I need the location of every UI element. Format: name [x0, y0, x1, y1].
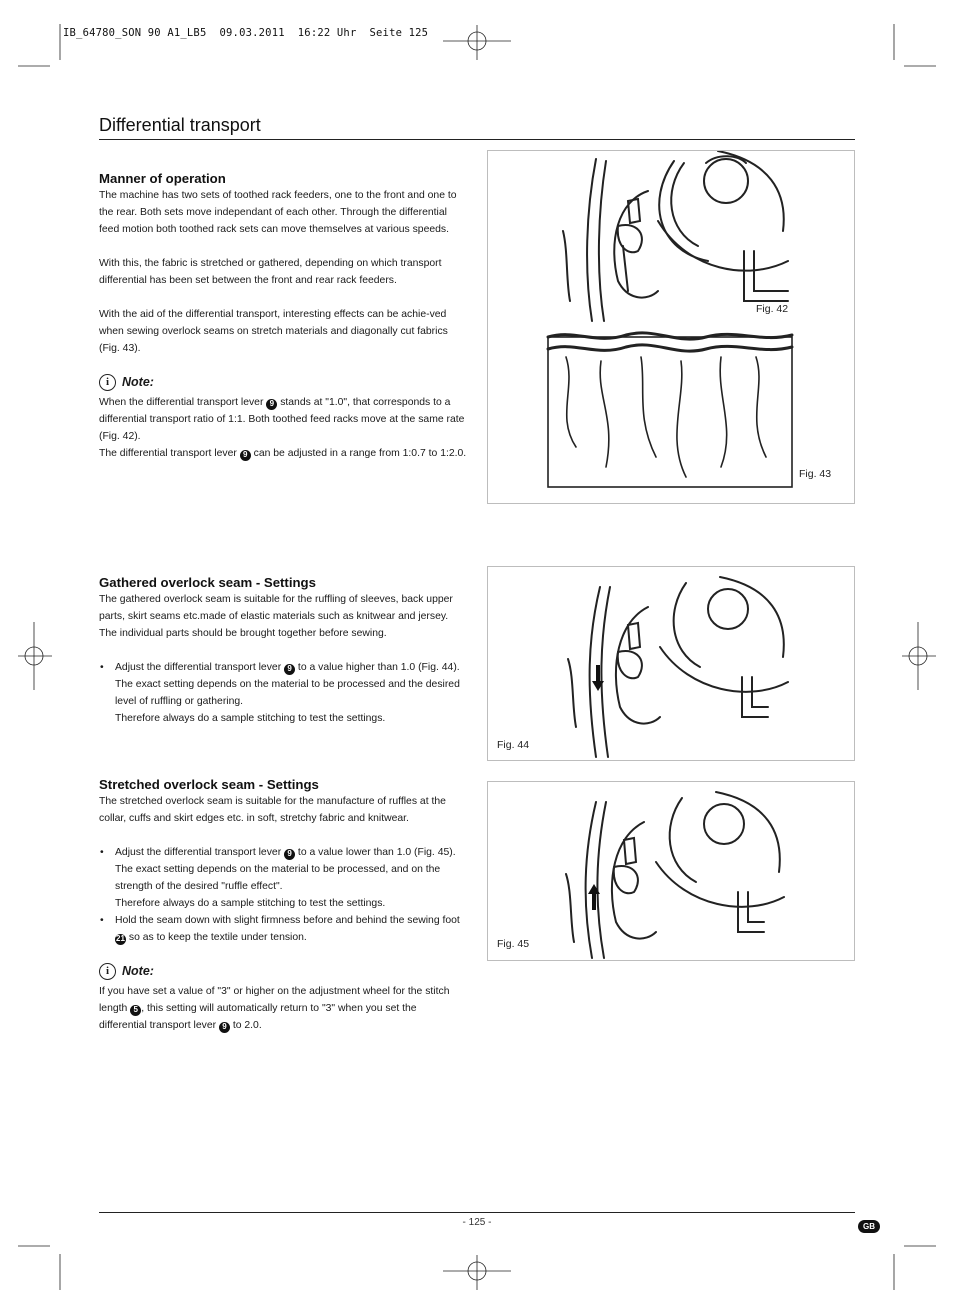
list-item: • Adjust the differential transport lever 9 to a value lower than 1.0 (Fig. 45). The exact setting depends on the material to be processed, and on the strength of the desired "ruffle effect". Therefore always do a sample stitching to test the settings. — [99, 844, 467, 912]
list-item: • Hold the seam down with slight firmness before and behind the sewing foot 21 so as to keep the textile under tension. — [99, 912, 467, 946]
list-item: • Adjust the differential transport lever 9 to a value higher than 1.0 (Fig. 44). The exact setting depends on the material to be processed and the desired level of ruffling or gathering. Therefore always do a sample stitching to test the settings. — [99, 659, 467, 727]
note-text: When the differential transport lever 9 stands at "1.0", that corresponds to a differential transport ratio of 1:1. Both toothed feed racks move at the same rate (Fig. 42). — [99, 397, 465, 442]
note-text: If you have set a value of "3" or higher on the adjustment wheel for the stitch length 5 , this setting will automatically return to "3" when you set the differential transport lever 9 to 2.0. — [99, 986, 450, 1031]
machine-lever-illustration — [488, 567, 854, 760]
page-number: - 125 - — [462, 1217, 492, 1228]
info-icon: i — [99, 374, 116, 391]
section-gathered-overlock — [99, 574, 467, 727]
section-heading: Gathered overlock seam - Settings — [99, 575, 316, 590]
part-number-badge: 9 — [284, 849, 295, 860]
note-heading — [99, 961, 467, 981]
paragraph: With the aid of the differential transport, interesting effects can be achie-ved when sewing overlock seams on stretch materials and diagonally cut fabrics (Fig. 43). — [99, 309, 448, 354]
paragraph: With this, the fabric is stretched or gathered, depending on which transport differential has been set between the front and rear rack feeders. — [99, 258, 442, 286]
section-heading: Stretched overlock seam - Settings — [99, 777, 319, 792]
bullet-list — [99, 844, 467, 946]
part-number-badge: 9 — [284, 664, 295, 675]
part-number-badge: 21 — [116, 934, 125, 943]
language-badge: GB — [858, 1220, 880, 1233]
section-manner-of-operation — [99, 170, 467, 462]
part-number-badge: 5 — [130, 1005, 141, 1016]
print-slug: IB_64780_SON 90 A1_LB5 09.03.2011 16:22 Uhr Seite 125 — [63, 27, 429, 39]
note-heading — [99, 372, 467, 392]
title-divider — [99, 139, 855, 140]
figure-caption: Fig. 45 — [497, 938, 530, 950]
figure-caption: Fig. 43 — [799, 468, 832, 480]
figure-45 — [487, 781, 855, 961]
part-number-badge: 9 — [266, 399, 277, 410]
bullet-list — [99, 659, 467, 727]
part-number-badge: 9 — [219, 1022, 230, 1033]
figure-42-43 — [487, 150, 855, 504]
info-icon: i — [99, 963, 116, 980]
paragraph: The machine has two sets of toothed rack feeders, one to the front and one to the rear. Both sets move independant of each other. Through the differential feed motion both toothed rack sets can move themselves at various speeds. — [99, 190, 457, 235]
figure-caption: Fig. 42 — [756, 303, 789, 315]
figure-44 — [487, 566, 855, 761]
note-text: The differential transport lever 9 can be adjusted in a range from 1:0.7 to 1:2.0. — [99, 448, 467, 459]
part-number-badge: 9 — [240, 450, 251, 461]
figure-caption: Fig. 44 — [497, 739, 530, 751]
section-heading: Manner of operation — [99, 171, 226, 186]
fabric-illustration — [546, 327, 796, 491]
paragraph: The stretched overlock seam is suitable for the manufacture of ruffles at the collar, cuffs and skirt edges etc. in soft, stretchy fabric and knitwear. — [99, 796, 446, 824]
section-stretched-overlock — [99, 776, 467, 1034]
page-title: Differential transport — [99, 115, 261, 135]
note-label: Note: — [122, 374, 154, 389]
paragraph: The gathered overlock seam is suitable for the ruffling of sleeves, back upper parts, skirt seams etc.made of elastic materials such as knitwear and jersey. The individual parts should be brought together before sewing. — [99, 594, 453, 639]
footer-divider — [99, 1212, 855, 1213]
machine-lever-illustration — [488, 782, 854, 960]
note-label: Note: — [122, 963, 154, 978]
